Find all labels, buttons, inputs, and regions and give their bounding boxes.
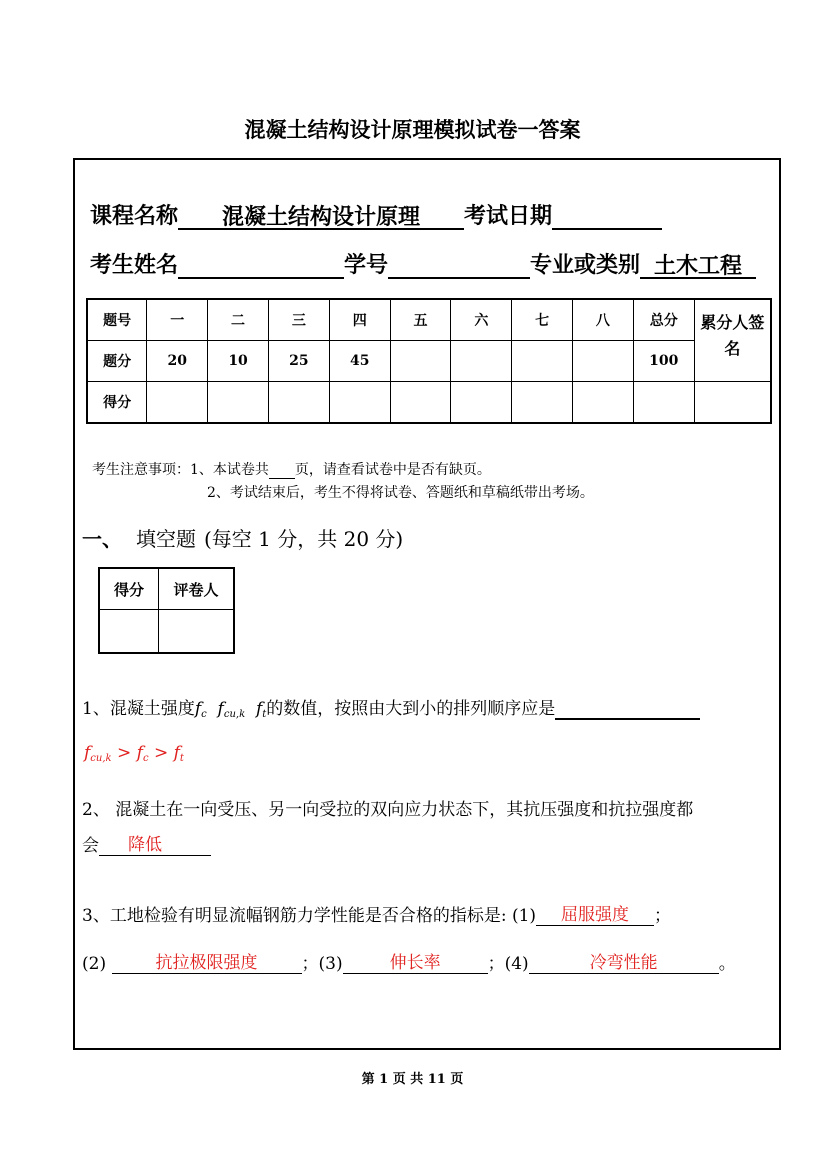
earned-cell[interactable] bbox=[268, 382, 329, 424]
header-line-course bbox=[90, 199, 662, 230]
col-header: 三 bbox=[268, 299, 329, 341]
grader-score-field[interactable] bbox=[99, 610, 159, 654]
earned-cell[interactable] bbox=[633, 382, 694, 424]
score-table bbox=[86, 298, 772, 424]
earned-cell[interactable] bbox=[329, 382, 390, 424]
points-cell bbox=[573, 341, 634, 382]
section-title: 填空题 bbox=[136, 527, 196, 551]
points-cell bbox=[512, 341, 573, 382]
signer-cell: 累分人签名 bbox=[694, 299, 771, 382]
score-row-question bbox=[87, 299, 771, 341]
col-header: 一 bbox=[147, 299, 208, 341]
section-heading: 一、 填空题 (每空 1 分，共 20 分) bbox=[82, 527, 404, 551]
earned-cell[interactable] bbox=[390, 382, 451, 424]
col-header: 七 bbox=[512, 299, 573, 341]
date-label: 考试日期 bbox=[464, 203, 553, 229]
earned-cell[interactable] bbox=[451, 382, 512, 424]
points-cell: 45 bbox=[329, 341, 390, 382]
col-header: 总分 bbox=[633, 299, 694, 341]
question-3-answer-4: 冷弯性能 bbox=[529, 948, 719, 974]
earned-cell[interactable] bbox=[573, 382, 634, 424]
question-3-answer-1: 屈服强度 bbox=[536, 900, 654, 926]
exam-title: 混凝土结构设计原理模拟试卷一答案 bbox=[244, 117, 581, 142]
col-header: 六 bbox=[451, 299, 512, 341]
points-cell bbox=[390, 341, 451, 382]
question-1-answer: $f_{cu,k} > f_c > f_t$ bbox=[84, 743, 184, 764]
col-header: 八 bbox=[573, 299, 634, 341]
col-header: 五 bbox=[390, 299, 451, 341]
col-header: 四 bbox=[329, 299, 390, 341]
points-cell bbox=[451, 341, 512, 382]
question-2-line-1: 2、 混凝土在一向受压、另一向受拉的双向应力状态下，其抗压强度和抗拉强度都 bbox=[82, 800, 694, 820]
signer-field[interactable] bbox=[694, 382, 771, 424]
points-cell: 20 bbox=[147, 341, 208, 382]
notice-line-1: 考生注意事项：1、本试卷共 页，请查看试卷中是否有缺页。 bbox=[92, 462, 491, 478]
name-field[interactable] bbox=[178, 253, 344, 279]
score-row-points bbox=[87, 341, 771, 382]
points-cell: 10 bbox=[208, 341, 269, 382]
row-label: 题号 bbox=[87, 299, 147, 341]
header-line-student bbox=[90, 248, 756, 279]
grader-name-label: 评卷人 bbox=[159, 568, 235, 610]
row-label: 题分 bbox=[87, 341, 147, 382]
id-field[interactable] bbox=[388, 253, 530, 279]
question-2-line-2: 会 降低 bbox=[82, 830, 211, 856]
grader-table bbox=[98, 567, 235, 654]
question-2-answer: 降低 bbox=[99, 830, 211, 856]
name-label: 考生姓名 bbox=[90, 252, 179, 278]
page-footer: 第 1 页 共 11 页 bbox=[361, 1072, 464, 1087]
course-label: 课程名称 bbox=[90, 203, 179, 229]
course-value: 混凝土结构设计原理 bbox=[178, 204, 464, 230]
score-row-earned bbox=[87, 382, 771, 424]
page-count-blank[interactable] bbox=[269, 462, 295, 479]
grader-name-field[interactable] bbox=[159, 610, 235, 654]
earned-cell[interactable] bbox=[512, 382, 573, 424]
earned-cell[interactable] bbox=[208, 382, 269, 424]
col-header: 二 bbox=[208, 299, 269, 341]
grader-score-label: 得分 bbox=[99, 568, 159, 610]
major-value: 土木工程 bbox=[640, 253, 756, 279]
row-label: 得分 bbox=[87, 382, 147, 424]
answer-line bbox=[555, 700, 700, 720]
question-1: 1、混凝土强度$f_c$ $f_{cu,k}$ $f_t$的数值，按照由大到小的排列顺序应是 bbox=[82, 694, 700, 720]
question-3-line-1: 3、工地检验有明显流幅钢筋力学性能是否合格的指标是: (1) 屈服强度 ； bbox=[82, 900, 671, 926]
question-3-answer-2: 抗拉极限强度 bbox=[112, 948, 302, 974]
question-3-line-2: (2) 抗拉极限强度 ；(3) 伸长率 ；(4) 冷弯性能 。 bbox=[82, 948, 736, 974]
earned-cell[interactable] bbox=[147, 382, 208, 424]
question-3-answer-3: 伸长率 bbox=[343, 948, 488, 974]
id-label: 学号 bbox=[344, 252, 389, 278]
notice-line-2: 2、考试结束后，考生不得将试卷、答题纸和草稿纸带出考场。 bbox=[207, 485, 594, 501]
date-field[interactable] bbox=[552, 204, 662, 230]
major-label: 专业或类别 bbox=[530, 252, 641, 278]
points-cell: 25 bbox=[268, 341, 329, 382]
points-cell: 100 bbox=[633, 341, 694, 382]
section-scoring: (每空 1 分，共 20 分) bbox=[204, 527, 404, 551]
